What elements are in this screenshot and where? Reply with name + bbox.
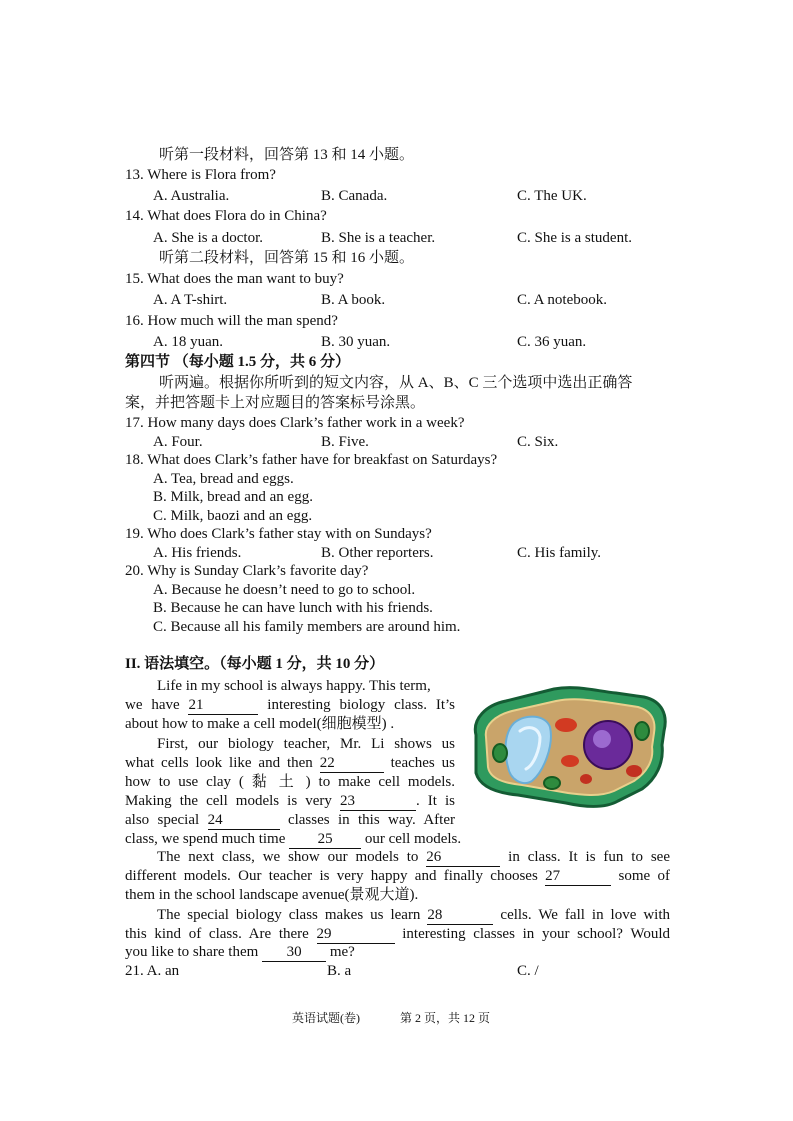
option-a: A. Australia. <box>153 188 230 204</box>
option-c: C. His family. <box>517 545 602 561</box>
option-b: B. Milk, bread and an egg. <box>153 489 313 505</box>
section-heading: II. 语法填空。（每小题 1 分，共 10 分） <box>125 656 385 672</box>
passage-line: Making the cell models is very 23 . It is <box>125 793 455 809</box>
question-stem: 20. Why is Sunday Clark’s favorite day? <box>125 563 369 579</box>
blank-23: 23 <box>340 792 416 811</box>
option-b: B. Other reporters. <box>321 545 434 561</box>
blank-21: 21 <box>188 696 258 715</box>
option-c: C. 36 yuan. <box>517 334 587 350</box>
option-a: A. She is a doctor. <box>153 230 263 246</box>
option-c: C. A notebook. <box>517 292 608 308</box>
passage-line: about how to make a cell model(细胞模型) . <box>125 716 395 732</box>
passage-line: we have 21 interesting biology class. It’s <box>125 697 456 713</box>
option-c: C. The UK. <box>517 188 587 204</box>
passage-line: class, we spend much time 25 our cell models. <box>125 831 462 847</box>
option-b: B. Because he can have lunch with his friends. <box>153 600 433 616</box>
question-stem: 16. How much will the man spend? <box>125 313 338 329</box>
instruction-text: 听两遍。根据你所听到的短文内容，从 A、B、C 三个选项中选出正确答 <box>159 375 633 391</box>
passage-line: what cells look like and then 22 teaches us <box>125 755 456 771</box>
question-stem: 13. Where is Flora from? <box>125 167 276 183</box>
option-c: C. She is a student. <box>517 230 632 246</box>
question-stem: 19. Who does Clark’s father stay with on Sundays? <box>125 526 432 542</box>
footer-title: 英语试题(卷) <box>292 1011 360 1025</box>
option-a: A. Tea, bread and eggs. <box>153 471 294 487</box>
passage-line: different models. Our teacher is very happy and finally chooses 27 some of <box>125 868 671 884</box>
instruction-text: 案，并把答题卡上对应题目的答案标号涂黑。 <box>125 395 426 411</box>
option-c: C. Milk, baozi and an egg. <box>153 508 313 524</box>
option-b: B. a <box>327 963 352 979</box>
passage-line: them in the school landscape avenue(景观大道). <box>125 887 419 903</box>
passage-line: how to use clay ( 黏 土 ) to make cell models. <box>125 774 455 790</box>
blank-30: 30 <box>262 943 326 962</box>
passage-line: this kind of class. Are there 29 interesting classes in your school? Would <box>125 926 671 942</box>
option-b: B. She is a teacher. <box>321 230 436 246</box>
passage-line: Life in my school is always happy. This term, <box>157 678 431 694</box>
question-stem: 18. What does Clark’s father have for breakfast on Saturdays? <box>125 452 498 468</box>
section-intro: 听第二段材料，回答第 15 和 16 小题。 <box>159 250 415 266</box>
option-a: A. 18 yuan. <box>153 334 223 350</box>
blank-28: 28 <box>427 906 493 925</box>
blank-29: 29 <box>317 925 395 944</box>
blank-24: 24 <box>208 811 280 830</box>
footer-page-number: 第 2 页，共 12 页 <box>400 1011 491 1025</box>
option-b: B. Five. <box>321 434 369 450</box>
option-b: B. 30 yuan. <box>321 334 391 350</box>
blank-22: 22 <box>320 754 384 773</box>
option-a: A. Because he doesn’t need to go to school. <box>153 582 416 598</box>
question-stem: 17. How many days does Clark’s father work in a week? <box>125 415 465 431</box>
option-b: B. Canada. <box>321 188 388 204</box>
passage-line: The special biology class makes us learn 28 cells. We fall in love with <box>157 907 671 923</box>
option-c: C. / <box>517 963 539 979</box>
option-c: C. Six. <box>517 434 559 450</box>
passage-line: also special 24 classes in this way. After <box>125 812 455 828</box>
section-heading: 第四节 （每小题 1.5 分，共 6 分） <box>125 354 351 370</box>
passage-line: you like to share them 30 me? <box>125 944 355 960</box>
blank-27: 27 <box>545 867 611 886</box>
passage-line: The next class, we show our models to 26 in class. It is fun to see <box>157 849 671 865</box>
option-a: 21. A. an <box>125 963 180 979</box>
option-a: A. Four. <box>153 434 203 450</box>
blank-25: 25 <box>289 830 361 849</box>
question-stem: 14. What does Flora do in China? <box>125 208 327 224</box>
plant-cell-model-image <box>466 683 672 813</box>
passage-line: First, our biology teacher, Mr. Li shows us <box>157 736 455 752</box>
option-c: C. Because all his family members are around him. <box>153 619 461 635</box>
option-a: A. A T-shirt. <box>153 292 228 308</box>
blank-26: 26 <box>426 848 500 867</box>
section-intro: 听第一段材料，回答第 13 和 14 小题。 <box>159 147 415 163</box>
question-stem: 15. What does the man want to buy? <box>125 271 344 287</box>
option-a: A. His friends. <box>153 545 242 561</box>
option-b: B. A book. <box>321 292 386 308</box>
